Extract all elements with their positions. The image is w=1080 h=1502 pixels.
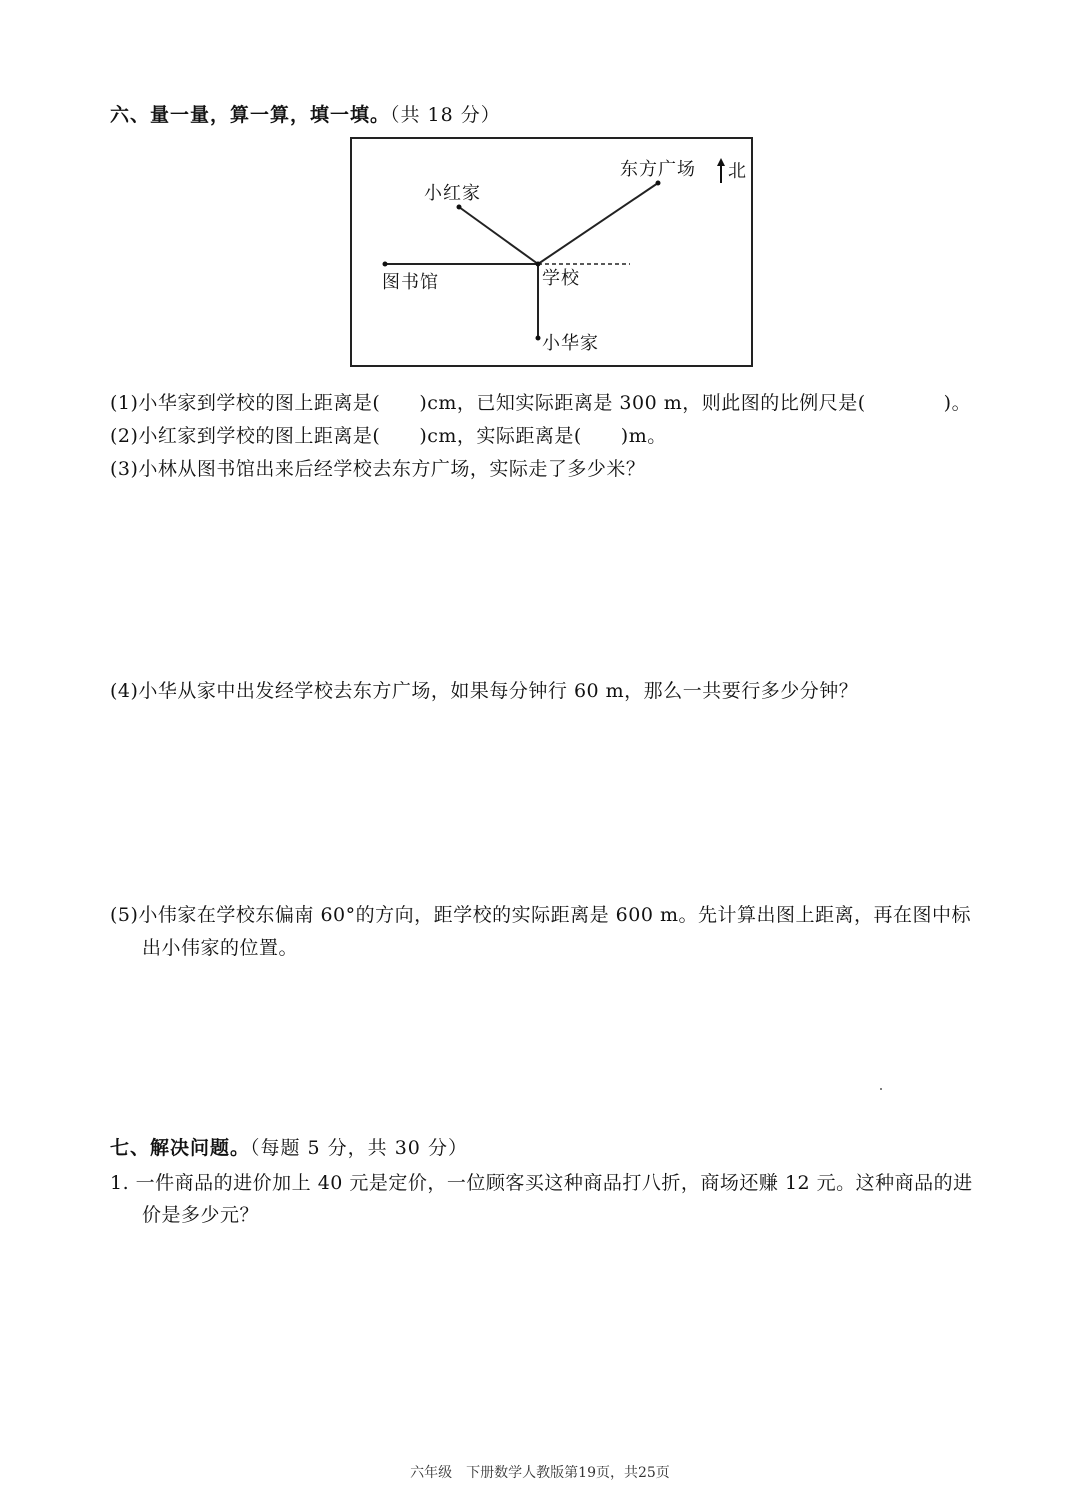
section7-title: 七、解决问题。 [110,1137,251,1159]
question-6-3: (3)小林从图书馆出来后经学校去东方广场，实际走了多少米？ [110,458,646,480]
section6-title: 六、量一量，算一算，填一填。 [110,104,391,126]
library-point [383,262,388,267]
xiaohong-home-label: 小红家 [424,183,481,204]
question-6-4: (4)小华从家中出发经学校去东方广场，如果每分钟行 60 m，那么一共要行多少分钟？ [110,680,859,702]
section6-heading [110,100,501,127]
page-footer: 六年级 下册数学人教版第19页，共25页 [410,1465,670,1481]
question-7-1-line1: 1. 一件商品的进价加上 40 元是定价，一位顾客买这种商品打八折，商场还赚 12 元。这种商品的进 [110,1172,973,1194]
east-square-point [656,181,661,186]
road-to-xiaohong [459,207,538,264]
question-6-1: (1)小华家到学校的图上距离是( )cm，已知实际距离是 300 m，则此图的比例尺是( )。 [110,392,972,414]
xiaohong-point [457,205,462,210]
east-square-label: 东方广场 [620,159,696,180]
school-point [536,262,541,267]
question-6-5-line1: (5)小伟家在学校东偏南 60°的方向，距学校的实际距离是 600 m。先计算出图上距离，再在图中标 [110,904,971,926]
library-label: 图书馆 [382,272,439,293]
north-label: 北 [728,161,747,182]
north-arrow-icon [717,158,725,183]
map-figure [350,137,753,367]
section7-score: （每题 5 分，共 30 分） [250,1137,468,1159]
xiaohua-home-label: 小华家 [542,333,599,354]
question-6-2: (2)小红家到学校的图上距离是( )cm，实际距离是( )m。 [110,425,667,447]
section7-heading [110,1133,468,1160]
school-label: 学校 [542,268,580,289]
road-to-east-square [538,183,658,264]
question-6-5-line2: 出小伟家的位置。 [142,937,299,959]
scan-speck [880,1088,882,1090]
xiaohua-point [536,336,541,341]
section6-score: （共 18 分） [390,104,501,126]
question-7-1-line2: 价是多少元？ [142,1204,260,1226]
